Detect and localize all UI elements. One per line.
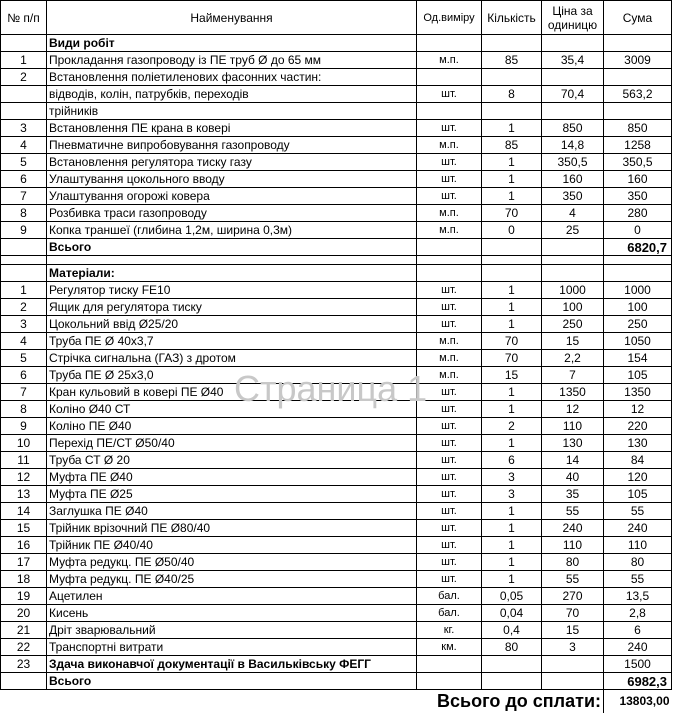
cell-unit[interactable]: шт. [417,171,482,188]
table-row [1,171,672,188]
cell-num[interactable]: 10 [1,435,47,452]
cell-price[interactable]: 850 [542,120,604,137]
cell-name[interactable]: Муфта редукц. ПЕ Ø40/25 [47,571,417,588]
cell-num[interactable]: 1 [1,282,47,299]
cell-sum[interactable]: 240 [604,520,672,537]
table-row [1,469,672,486]
cell-price[interactable]: 70,4 [542,86,604,103]
cell-num[interactable]: 22 [1,639,47,656]
table-row [1,154,672,171]
cell-price[interactable] [542,69,604,86]
cell-qty[interactable]: 0 [482,222,542,239]
cell-qty[interactable]: 3 [482,486,542,503]
cell-qty[interactable]: 85 [482,52,542,69]
materials-title-row [1,265,672,282]
cell-price[interactable]: 80 [542,554,604,571]
cell-name[interactable]: Копка траншеї (глибина 1,2м, ширина 0,3м) [47,222,417,239]
cell-unit[interactable]: м.п. [417,205,482,222]
total-value[interactable]: 6820,7 [604,239,672,256]
cell-unit[interactable]: шт. [417,537,482,554]
cell-sum[interactable]: 100 [604,299,672,316]
cell-sum[interactable]: 12 [604,401,672,418]
cell-sum[interactable]: 55 [604,571,672,588]
cell-name[interactable]: Цокольний ввід Ø25/20 [47,316,417,333]
cell-unit[interactable]: кг. [417,622,482,639]
cell-sum[interactable]: 55 [604,503,672,520]
cell-sum[interactable]: 120 [604,469,672,486]
cell-qty[interactable]: 0,4 [482,622,542,639]
cell-unit[interactable]: шт. [417,486,482,503]
cell-sum[interactable] [604,103,672,120]
cell-unit[interactable]: м.п. [417,52,482,69]
cell-unit[interactable] [417,103,482,120]
cell-qty[interactable]: 8 [482,86,542,103]
cell-sum[interactable]: 6 [604,622,672,639]
cell-unit[interactable]: км. [417,639,482,656]
cell-qty[interactable]: 1 [482,299,542,316]
cell-qty[interactable]: 1 [482,188,542,205]
cell-unit[interactable]: шт. [417,154,482,171]
cell-name[interactable]: Коліно ПЕ Ø40 [47,418,417,435]
cell-price[interactable]: 350 [542,188,604,205]
cell-name[interactable]: Регулятор тиску FE10 [47,282,417,299]
cell-num[interactable]: 2 [1,69,47,86]
cell-num[interactable]: 2 [1,299,47,316]
table-row [1,435,672,452]
cell-num[interactable]: 7 [1,188,47,205]
cell-unit[interactable]: бал. [417,605,482,622]
cell-unit[interactable]: шт. [417,520,482,537]
works-title-row [1,35,672,52]
header-row [1,1,672,35]
table-row [1,316,672,333]
cell-price[interactable]: 14,8 [542,137,604,154]
cell-unit[interactable]: шт. [417,469,482,486]
cell-qty[interactable]: 80 [482,639,542,656]
cell-qty[interactable]: 1 [482,384,542,401]
cell-qty[interactable]: 15 [482,367,542,384]
cell-num[interactable]: 14 [1,503,47,520]
cell-name[interactable]: Муфта редукц. ПЕ Ø50/40 [47,554,417,571]
cell-qty[interactable]: 1 [482,503,542,520]
cell-unit[interactable]: шт. [417,282,482,299]
cell-price[interactable]: 350,5 [542,154,604,171]
section-title[interactable]: Матеріали: [47,265,417,282]
cell-qty[interactable]: 1 [482,571,542,588]
cell-num[interactable]: 4 [1,333,47,350]
cell-sum[interactable]: 154 [604,350,672,367]
cell-price[interactable]: 14 [542,452,604,469]
cell-price[interactable]: 12 [542,401,604,418]
cell-unit[interactable]: шт. [417,188,482,205]
cell-sum[interactable]: 2,8 [604,605,672,622]
cell-price[interactable]: 7 [542,367,604,384]
materials-total-row [1,673,672,690]
cell-sum[interactable] [604,265,672,282]
cell-num[interactable]: 17 [1,554,47,571]
cell-qty[interactable] [482,35,542,52]
cell-sum[interactable]: 350,5 [604,154,672,171]
cell-name[interactable]: Перехід ПЕ/СТ Ø50/40 [47,435,417,452]
cell-unit[interactable] [417,239,482,256]
cell-num[interactable]: 8 [1,205,47,222]
cell-sum[interactable]: 280 [604,205,672,222]
cell-sum[interactable]: 3009 [604,52,672,69]
cell-price[interactable]: 35 [542,486,604,503]
cell-name[interactable]: Муфта ПЕ Ø40 [47,469,417,486]
cell-sum[interactable]: 1050 [604,333,672,350]
cell-num[interactable]: 4 [1,137,47,154]
cell-price[interactable] [542,265,604,282]
cell-empty[interactable] [417,256,482,265]
cell-price[interactable] [542,35,604,52]
table-row [1,418,672,435]
cell-unit[interactable]: бал. [417,588,482,605]
cell-num[interactable]: 9 [1,222,47,239]
cell-unit[interactable]: шт. [417,299,482,316]
cell-qty[interactable]: 6 [482,452,542,469]
table-row [1,350,672,367]
table-row [1,367,672,384]
cell-name[interactable]: Улаштування цокольного вводу [47,171,417,188]
cell-name[interactable]: Пневматичне випробовування газопроводу [47,137,417,154]
table-row [1,605,672,622]
table-row [1,120,672,137]
cell-num[interactable]: 21 [1,622,47,639]
cell-num[interactable]: 18 [1,571,47,588]
cell-name[interactable]: Коліно Ø40 СТ [47,401,417,418]
cell-sum[interactable]: 130 [604,435,672,452]
header-sum[interactable]: Сума [604,1,672,35]
table-row [1,299,672,316]
header-unit[interactable]: Од.виміру [417,1,482,35]
table-row [1,452,672,469]
cell-price[interactable]: 270 [542,588,604,605]
header-price[interactable]: Ціна за одиницю [542,1,604,35]
cell-price[interactable]: 110 [542,418,604,435]
cell-sum[interactable]: 350 [604,188,672,205]
cell-price[interactable]: 15 [542,333,604,350]
total-value[interactable]: 6982,3 [604,673,672,690]
cell-unit[interactable]: шт. [417,120,482,137]
grand-total-row [1,690,672,714]
cell-sum[interactable]: 1000 [604,282,672,299]
cell-name[interactable]: відводів, колін, патрубків, переходів [47,86,417,103]
cell-num[interactable]: 12 [1,469,47,486]
cell-sum[interactable]: 1350 [604,384,672,401]
cell-price[interactable]: 110 [542,537,604,554]
cell-qty[interactable]: 1 [482,154,542,171]
cell-sum[interactable]: 1258 [604,137,672,154]
cell-price[interactable]: 40 [542,469,604,486]
table-row [1,69,672,86]
cell-price[interactable]: 1000 [542,282,604,299]
cell-sum[interactable]: 1500 [604,656,672,673]
cell-sum[interactable]: 563,2 [604,86,672,103]
cell-num[interactable]: 5 [1,350,47,367]
cell-empty[interactable] [604,256,672,265]
grand-total-label[interactable]: Всього до сплати: [1,690,604,714]
cell-price[interactable]: 15 [542,622,604,639]
cell-qty[interactable] [482,69,542,86]
cell-num[interactable] [1,86,47,103]
cell-num[interactable]: 3 [1,120,47,137]
cell-qty[interactable]: 3 [482,469,542,486]
cell-unit[interactable]: м.п. [417,350,482,367]
cell-price[interactable]: 55 [542,571,604,588]
cell-unit[interactable] [417,656,482,673]
cell-num[interactable] [1,239,47,256]
cell-name[interactable]: Стрічка сигнальна (ГАЗ) з дротом [47,350,417,367]
cell-price[interactable] [542,239,604,256]
cell-price[interactable]: 70 [542,605,604,622]
cell-price[interactable]: 3 [542,639,604,656]
cell-unit[interactable]: шт. [417,86,482,103]
cell-num[interactable]: 8 [1,401,47,418]
cell-price[interactable]: 4 [542,205,604,222]
cell-qty[interactable]: 1 [482,282,542,299]
cell-num[interactable]: 9 [1,418,47,435]
cell-name[interactable]: Труба СТ Ø 20 [47,452,417,469]
cell-qty[interactable]: 70 [482,205,542,222]
cell-empty[interactable] [542,256,604,265]
table-row [1,52,672,69]
cell-name[interactable]: Заглушка ПЕ Ø40 [47,503,417,520]
cell-name[interactable]: Здача виконавчої документації в Васильківську ФЕГГ [47,656,417,673]
cell-unit[interactable]: шт. [417,435,482,452]
cell-sum[interactable]: 240 [604,639,672,656]
section-title[interactable]: Види робіт [47,35,417,52]
cell-sum[interactable]: 0 [604,222,672,239]
cell-name[interactable]: Дріт зварювальний [47,622,417,639]
cell-sum[interactable]: 160 [604,171,672,188]
cell-qty[interactable]: 1 [482,316,542,333]
table-row [1,520,672,537]
table-row [1,588,672,605]
header-num[interactable]: № п/п [1,1,47,35]
cell-empty[interactable] [1,256,47,265]
cell-name[interactable]: Кисень [47,605,417,622]
cell-name[interactable]: Трійник врізочний ПЕ Ø80/40 [47,520,417,537]
cell-num[interactable] [1,673,47,690]
cell-num[interactable]: 1 [1,52,47,69]
cell-qty[interactable]: 1 [482,435,542,452]
cell-num[interactable] [1,103,47,120]
cell-name[interactable]: Прокладання газопроводу із ПЕ труб Ø до 65 мм [47,52,417,69]
cell-qty[interactable]: 70 [482,350,542,367]
cell-price[interactable]: 35,4 [542,52,604,69]
cell-price[interactable]: 160 [542,171,604,188]
cell-name[interactable]: Трійник ПЕ Ø40/40 [47,537,417,554]
cell-name[interactable]: Ацетилен [47,588,417,605]
cell-num[interactable]: 23 [1,656,47,673]
table-row [1,86,672,103]
cell-num[interactable]: 5 [1,154,47,171]
cell-unit[interactable] [417,673,482,690]
cell-qty[interactable]: 1 [482,554,542,571]
cell-sum[interactable]: 850 [604,120,672,137]
cell-name[interactable]: Транспортні витрати [47,639,417,656]
cell-price[interactable] [542,656,604,673]
cell-num[interactable]: 6 [1,171,47,188]
cell-sum[interactable]: 250 [604,316,672,333]
cell-qty[interactable] [482,673,542,690]
cell-num[interactable]: 20 [1,605,47,622]
cell-unit[interactable]: шт. [417,571,482,588]
cell-num[interactable]: 3 [1,316,47,333]
cell-unit[interactable]: шт. [417,384,482,401]
cell-unit[interactable]: м.п. [417,333,482,350]
cell-name[interactable]: Кран кульовий в ковері ПЕ Ø40 [47,384,417,401]
table-row [1,205,672,222]
cell-qty[interactable]: 70 [482,333,542,350]
cell-unit[interactable] [417,35,482,52]
table-row [1,639,672,656]
cell-unit[interactable] [417,265,482,282]
table-row [1,137,672,154]
cell-unit[interactable]: шт. [417,554,482,571]
table-row [1,554,672,571]
cell-num[interactable] [1,265,47,282]
cell-name[interactable]: Ящик для регулятора тиску [47,299,417,316]
cell-sum[interactable]: 13,5 [604,588,672,605]
cell-num[interactable]: 13 [1,486,47,503]
cell-empty[interactable] [47,256,417,265]
cell-price[interactable]: 100 [542,299,604,316]
cell-price[interactable]: 250 [542,316,604,333]
cell-price[interactable]: 25 [542,222,604,239]
cell-name[interactable]: Розбивка траси газопроводу [47,205,417,222]
cell-unit[interactable]: шт. [417,503,482,520]
cell-name[interactable]: Улаштування огорожі ковера [47,188,417,205]
cell-sum[interactable] [604,69,672,86]
page-watermark: Страница 1 [234,368,428,409]
table-row [1,222,672,239]
table-row [1,188,672,205]
table-row [1,384,672,401]
total-label[interactable]: Всього [47,673,417,690]
table-row [1,401,672,418]
table-row [1,503,672,520]
cell-num[interactable]: 6 [1,367,47,384]
table-row [1,571,672,588]
table-row [1,537,672,554]
cell-qty[interactable]: 1 [482,520,542,537]
cell-sum[interactable]: 105 [604,367,672,384]
cell-num[interactable]: 19 [1,588,47,605]
cell-unit[interactable] [417,69,482,86]
grand-total-value[interactable]: 13803,00 [604,690,672,714]
cell-num[interactable]: 16 [1,537,47,554]
cell-sum[interactable]: 220 [604,418,672,435]
cell-name[interactable]: Встановлення регулятора тиску газу [47,154,417,171]
cell-num[interactable]: 7 [1,384,47,401]
works-total-row [1,239,672,256]
cell-price[interactable] [542,103,604,120]
cell-empty[interactable] [482,256,542,265]
cell-qty[interactable]: 1 [482,120,542,137]
cell-qty[interactable] [482,239,542,256]
cell-qty[interactable]: 1 [482,171,542,188]
cell-qty[interactable]: 1 [482,401,542,418]
cell-name[interactable]: трійників [47,103,417,120]
cell-name[interactable]: Встановлення поліетиленових фасонних частин: [47,69,417,86]
cell-sum[interactable]: 80 [604,554,672,571]
cell-price[interactable]: 240 [542,520,604,537]
cell-qty[interactable]: 1 [482,537,542,554]
cell-qty[interactable] [482,656,542,673]
cell-qty[interactable] [482,265,542,282]
cell-sum[interactable]: 84 [604,452,672,469]
cell-name[interactable]: Муфта ПЕ Ø25 [47,486,417,503]
cell-qty[interactable]: 2 [482,418,542,435]
cell-qty[interactable]: 0,04 [482,605,542,622]
table-row [1,282,672,299]
cell-num[interactable]: 15 [1,520,47,537]
total-label[interactable]: Всього [47,239,417,256]
header-name[interactable]: Найменування [47,1,417,35]
cell-num[interactable]: 11 [1,452,47,469]
cell-sum[interactable]: 105 [604,486,672,503]
cell-unit[interactable]: м.п. [417,137,482,154]
header-qty[interactable]: Кількість [482,1,542,35]
cell-price[interactable] [542,673,604,690]
cell-qty[interactable]: 85 [482,137,542,154]
cell-unit[interactable]: шт. [417,316,482,333]
cell-sum[interactable] [604,35,672,52]
cell-qty[interactable]: 0,05 [482,588,542,605]
cell-qty[interactable] [482,103,542,120]
cell-name[interactable]: Труба ПЕ Ø 40х3,7 [47,333,417,350]
table-row [1,486,672,503]
cell-num[interactable] [1,35,47,52]
spacer-row [1,256,672,265]
table-row [1,333,672,350]
cell-unit[interactable]: шт. [417,401,482,418]
cell-name[interactable]: Труба ПЕ Ø 25х3,0 [47,367,417,384]
cell-unit[interactable]: м.п. [417,222,482,239]
table-row [1,103,672,120]
cell-unit[interactable]: м.п. [417,367,482,384]
table-row [1,622,672,639]
cell-price[interactable]: 55 [542,503,604,520]
cell-sum[interactable]: 110 [604,537,672,554]
cell-unit[interactable]: шт. [417,418,482,435]
table-row [1,656,672,673]
cell-price[interactable]: 130 [542,435,604,452]
cell-name[interactable]: Встановлення ПЕ крана в ковері [47,120,417,137]
cell-unit[interactable]: шт. [417,452,482,469]
cell-price[interactable]: 2,2 [542,350,604,367]
cell-price[interactable]: 1350 [542,384,604,401]
